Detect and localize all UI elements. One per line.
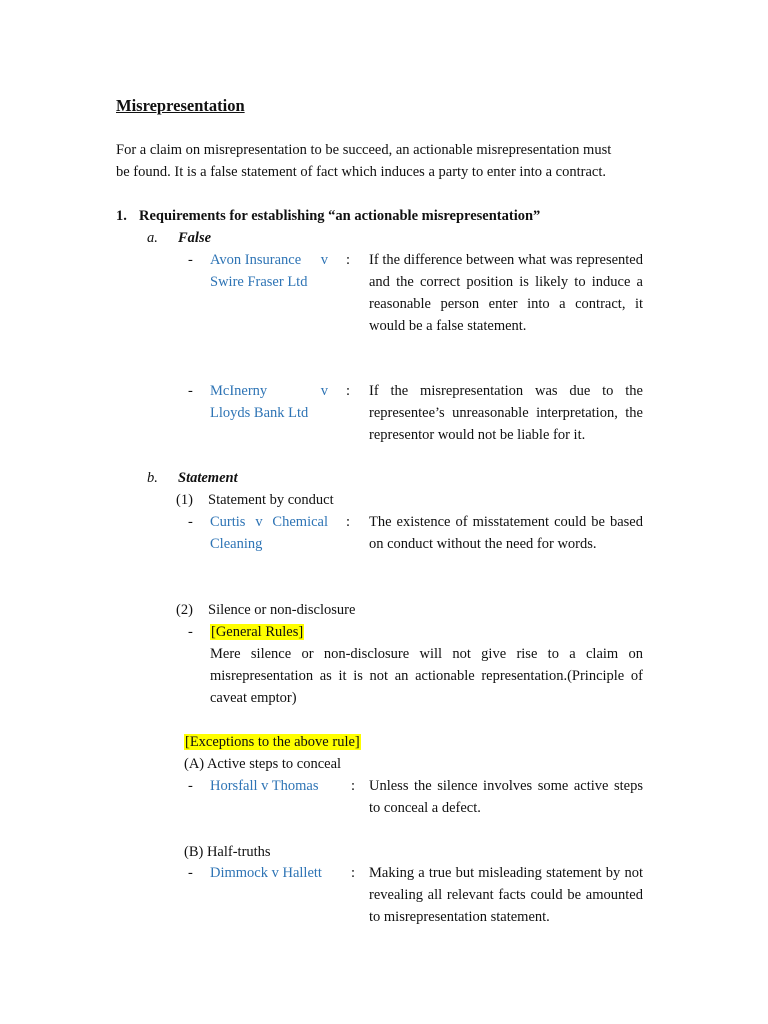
case-description-curtis: The existence of misstatement could be based on conduct without the need for words. (369, 514, 643, 552)
list-dash: - (188, 624, 193, 640)
sub-b-title: Statement (178, 470, 238, 486)
case-name-dimmock: Dimmock v Hallett (210, 865, 322, 881)
sub-b-marker: b. (147, 470, 158, 486)
list-dash: - (188, 778, 193, 794)
colon: : (351, 778, 356, 794)
case-name-part: Avon Insurance (210, 252, 302, 268)
colon: : (346, 252, 351, 268)
case-description-mcinerny: If the misrepresentation was due to the representee’s unreasonable interpretation, the representor would not be liable for it. (369, 383, 643, 443)
section-1-title: Requirements for establishing “an actionable misrepresentation” (139, 208, 541, 224)
intro-line-1: For a claim on misrepresentation to be succeed, an actionable misrepresentation must (116, 142, 612, 158)
sub-1-title: Statement by conduct (208, 492, 334, 508)
sub-1-marker: (1) (176, 492, 193, 508)
intro-line-2: be found. It is a false statement of fact which induces a party to enter into a contract. (116, 164, 606, 180)
page-title: Misrepresentation (116, 96, 245, 115)
sub-a-title: False (178, 230, 212, 246)
colon: : (346, 514, 351, 530)
list-dash: - (188, 383, 193, 399)
case-description-horsfall: Unless the silence involves some active steps to conceal a defect. (369, 778, 643, 816)
list-dash: - (188, 865, 193, 881)
case-name-avon-line-2: Swire Fraser Ltd (210, 274, 308, 290)
sub-2-marker: (2) (176, 602, 193, 618)
case-name-part: v (320, 252, 328, 268)
case-description-dimmock: Making a true but misleading statement by not revealing all relevant facts could be amounted to misrepresentation statement. (369, 865, 643, 925)
case-name-mcinerny-line-2: Lloyds Bank Ltd (210, 405, 309, 421)
general-rules-label (210, 621, 304, 643)
case-name-avon-line-1 (210, 249, 328, 271)
list-dash: - (188, 252, 193, 268)
exception-b-title: (B) Half-truths (184, 844, 271, 860)
list-dash: - (188, 514, 193, 530)
sub-2-title: Silence or non-disclosure (208, 602, 356, 618)
case-name-part: McInerny (210, 383, 268, 399)
highlight: [General Rules] (211, 624, 304, 640)
case-name-part: v (320, 383, 328, 399)
highlight: [Exceptions to the above rule] (185, 734, 360, 750)
case-description-avon: If the difference between what was represented and the correct position is likely to induce a reasonable person enter into a contract, it would be a false statement. (369, 252, 643, 334)
colon: : (351, 865, 356, 881)
case-name-horsfall: Horsfall v Thomas (210, 778, 319, 794)
case-name-curtis: Curtis v Chemical Cleaning (210, 514, 328, 552)
case-name-mcinerny-line-1 (210, 380, 328, 402)
general-rules-text: Mere silence or non-disclosure will not give rise to a claim on misrepresentation as it is not an actionable representation.(Principle of caveat emptor) (210, 646, 643, 706)
colon: : (346, 383, 351, 399)
section-1-number: 1. (116, 208, 127, 224)
sub-a-marker: a. (147, 230, 158, 246)
exceptions-label (184, 731, 361, 753)
exception-a-title: (A) Active steps to conceal (184, 756, 342, 772)
